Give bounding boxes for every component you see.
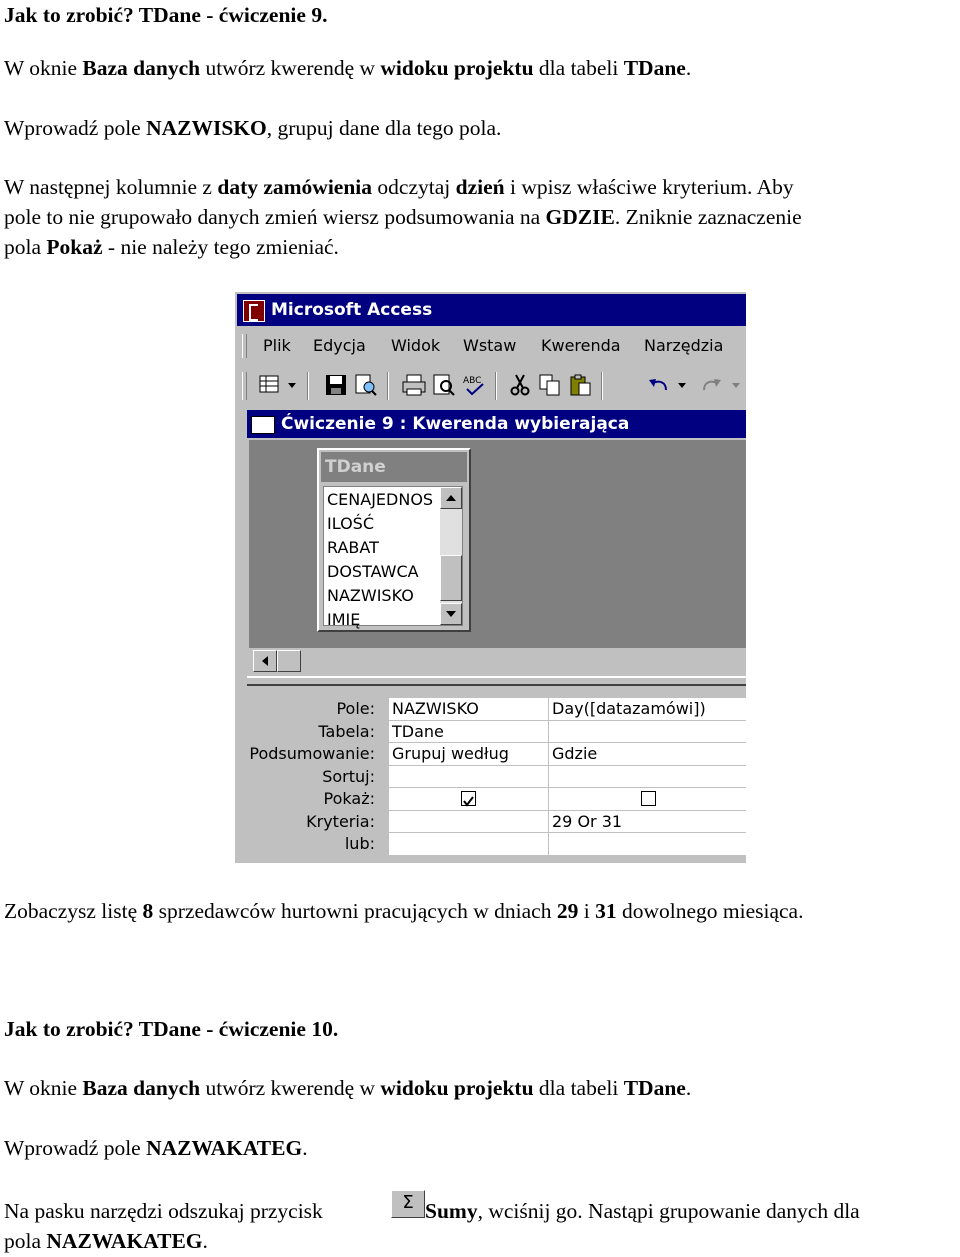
grid-cell[interactable]: Grupuj według xyxy=(389,743,549,765)
table-name: TDane xyxy=(321,452,467,482)
menu-edycja[interactable]: Edycja xyxy=(313,336,366,355)
spelling-icon[interactable] xyxy=(461,372,487,398)
bold-text: Pokaż xyxy=(46,235,103,259)
design-grid xyxy=(389,698,746,856)
query-window xyxy=(247,410,746,863)
grid-cell[interactable]: Gdzie xyxy=(549,743,746,765)
arrow-down-icon xyxy=(441,604,461,624)
query-icon xyxy=(251,416,275,434)
table-pane-hscroll[interactable] xyxy=(249,648,746,674)
text-run: pola xyxy=(4,1229,47,1253)
ex10-line-1 xyxy=(4,1073,958,1103)
view-dropdown-icon[interactable] xyxy=(285,372,299,398)
text-run: utwórz kwerendę w xyxy=(200,1076,381,1100)
text-run: pola xyxy=(4,235,47,259)
text-run: dowolnego miesiąca. xyxy=(616,899,804,923)
text-run: utwórz kwerendę w xyxy=(200,56,381,80)
grid-cell[interactable] xyxy=(549,766,746,788)
file-search-icon[interactable] xyxy=(353,372,379,398)
row-labels xyxy=(247,698,377,856)
access-screenshot xyxy=(235,292,746,863)
scroll-left-button[interactable] xyxy=(253,650,277,672)
row-label-sort: Sortuj: xyxy=(322,766,375,786)
exercise-10-heading: Jak to zrobić? TDane - ćwiczenie 10. xyxy=(4,1017,339,1041)
toolbar-separator xyxy=(601,372,603,400)
text-run: - nie należy tego zmieniać. xyxy=(102,235,339,259)
field-list[interactable] xyxy=(323,486,463,629)
menubar-grip xyxy=(242,334,247,358)
bold-text: dzień xyxy=(455,175,505,199)
print-icon[interactable] xyxy=(401,372,427,398)
copy-icon[interactable] xyxy=(537,372,563,398)
sigma-icon: Σ xyxy=(391,1190,425,1218)
grid-cell[interactable] xyxy=(549,721,746,743)
exercise-9-heading: Jak to zrobić? TDane - ćwiczenie 9. xyxy=(4,3,328,27)
query-window-title: Ćwiczenie 9 : Kwerenda wybierająca xyxy=(281,414,630,434)
grid-cell[interactable] xyxy=(389,811,549,833)
grid-cell[interactable] xyxy=(389,766,549,788)
bold-text: NAZWISKO xyxy=(146,116,267,140)
grid-cell[interactable]: 29 Or 31 xyxy=(549,811,746,833)
checkmark-icon xyxy=(462,795,475,808)
toolbar-separator xyxy=(387,372,389,400)
scroll-down-button[interactable] xyxy=(440,603,462,625)
text-run: W następnej kolumnie z xyxy=(4,175,218,199)
save-icon[interactable] xyxy=(323,372,349,398)
grid-cell[interactable] xyxy=(389,833,549,855)
row-label-criteria: Kryteria: xyxy=(306,811,375,831)
view-icon[interactable] xyxy=(257,372,283,398)
text-run: Wprowadź pole xyxy=(4,1136,147,1160)
field-item[interactable]: CENAJEDNOS xyxy=(327,490,434,509)
ex10-line-3b xyxy=(425,1196,958,1226)
text-run: Wprowadź pole xyxy=(4,116,147,140)
design-grid-pane xyxy=(247,688,746,863)
text-run: i wpisz właściwe kryterium. Aby xyxy=(504,175,794,199)
ex10-line-4 xyxy=(4,1226,958,1256)
pane-splitter[interactable] xyxy=(247,676,746,686)
toolbar-separator xyxy=(495,372,497,400)
menu-bar xyxy=(235,330,746,362)
bold-text: Baza danych xyxy=(82,56,201,80)
redo-icon[interactable] xyxy=(699,372,725,398)
grid-row-or xyxy=(389,833,746,856)
bold-text: TDane xyxy=(623,56,686,80)
paste-icon[interactable] xyxy=(567,372,593,398)
table-field-list[interactable] xyxy=(317,448,471,632)
field-item[interactable]: NAZWISKO xyxy=(327,586,414,605)
app-title: Microsoft Access xyxy=(271,300,433,320)
field-item[interactable]: DOSTAWCA xyxy=(327,562,419,581)
arrow-left-icon xyxy=(254,651,276,671)
toolbar-separator xyxy=(307,372,309,400)
hscroll-thumb[interactable] xyxy=(277,650,301,672)
bold-text: widoku projektu xyxy=(380,1076,534,1100)
text-run: dla tabeli xyxy=(533,56,624,80)
bold-text: NAZWAKATEG xyxy=(46,1229,203,1253)
scroll-up-button[interactable] xyxy=(440,487,462,509)
toolbar xyxy=(235,366,746,406)
grid-cell[interactable] xyxy=(549,833,746,855)
row-label-or: lub: xyxy=(344,834,375,853)
bold-text: NAZWAKATEG xyxy=(146,1136,303,1160)
print-preview-icon[interactable] xyxy=(431,372,457,398)
ex9-line-5 xyxy=(4,232,958,262)
text-run: i xyxy=(578,899,596,923)
grid-cell[interactable]: TDane xyxy=(389,721,549,743)
menu-kwerenda[interactable]: Kwerenda xyxy=(541,336,621,355)
menu-wstaw[interactable]: Wstaw xyxy=(463,336,517,355)
grid-row-sort xyxy=(389,766,746,789)
menu-narzedzia[interactable]: Narzędzia xyxy=(644,336,724,355)
menu-plik[interactable]: Plik xyxy=(263,336,291,355)
bold-text: 31 xyxy=(595,899,617,923)
text-run: , wciśnij go. Nastąpi grupowanie danych dla xyxy=(477,1199,860,1223)
ex9-line-1 xyxy=(4,53,958,83)
undo-dropdown-icon[interactable] xyxy=(675,372,689,398)
grid-cell[interactable]: Day([datazamówi]) xyxy=(549,698,746,720)
row-label-table: Tabela: xyxy=(318,721,375,741)
bold-text: Baza danych xyxy=(82,1076,201,1100)
grid-cell[interactable]: NAZWISKO xyxy=(389,698,549,720)
bold-text: Sumy xyxy=(425,1199,478,1223)
toolbar-grip xyxy=(242,372,247,400)
text-run: dla tabeli xyxy=(533,1076,624,1100)
show-checkbox-col1[interactable] xyxy=(461,791,476,806)
svg-text:ABC: ABC xyxy=(463,376,482,386)
access-key-icon xyxy=(243,300,265,322)
query-window-titlebar xyxy=(247,410,746,438)
text-run: . Zniknie zaznaczenie xyxy=(614,205,802,229)
text-run: , grupuj dane dla tego pola. xyxy=(266,116,502,140)
scroll-thumb[interactable] xyxy=(440,555,462,601)
grid-row-show xyxy=(389,788,746,811)
bold-text: GDZIE xyxy=(545,205,615,229)
row-label-total: Podsumowanie: xyxy=(249,744,375,763)
field-item[interactable]: RABAT xyxy=(327,538,379,557)
bold-text: widoku projektu xyxy=(380,56,534,80)
text-run: W oknie xyxy=(4,56,83,80)
text-run: . xyxy=(685,1076,692,1100)
text-run: W oknie xyxy=(4,1076,83,1100)
text-run: . xyxy=(302,1136,308,1160)
access-titlebar xyxy=(237,294,746,326)
ex9-line-2 xyxy=(4,113,958,143)
text-run: . xyxy=(685,56,692,80)
grid-cell xyxy=(549,788,746,810)
cut-icon[interactable] xyxy=(507,372,533,398)
ex10-line-3a: Na pasku narzędzi odszukaj przycisk xyxy=(4,1199,323,1223)
arrow-up-icon xyxy=(441,488,461,508)
field-item[interactable]: IMIĘ xyxy=(327,610,361,629)
bold-text: 29 xyxy=(556,899,579,923)
grid-row-criteria xyxy=(389,811,746,834)
bold-text: 8 xyxy=(142,899,154,923)
text-run: pole to nie grupowało danych zmień wiersz podsumowania na xyxy=(4,205,546,229)
field-list-scrollbar[interactable] xyxy=(440,487,462,625)
show-checkbox-col2[interactable] xyxy=(641,791,656,806)
table-pane xyxy=(249,440,746,674)
ex9-line-3 xyxy=(4,172,958,202)
text-run: Zobaczysz listę xyxy=(4,899,143,923)
bold-text: daty zamówienia xyxy=(217,175,373,199)
text-run: . xyxy=(202,1229,208,1253)
menu-widok[interactable]: Widok xyxy=(391,336,441,355)
row-label-show: Pokaż: xyxy=(323,789,375,808)
field-item[interactable]: ILOŚĆ xyxy=(327,514,374,533)
row-label-field: Pole: xyxy=(336,699,375,718)
undo-icon[interactable] xyxy=(645,372,671,398)
bold-text: TDane xyxy=(623,1076,686,1100)
grid-cell xyxy=(389,788,549,810)
grid-row-field xyxy=(389,698,746,721)
ex10-line-2 xyxy=(4,1133,958,1163)
ex9-result xyxy=(4,896,958,926)
grid-row-table xyxy=(389,721,746,744)
ex9-line-4 xyxy=(4,202,958,232)
text-run: sprzedawców hurtowni pracujących w dniach xyxy=(153,899,557,923)
text-run: odczytaj xyxy=(372,175,456,199)
grid-row-total xyxy=(389,743,746,766)
redo-dropdown-icon[interactable] xyxy=(729,372,743,398)
